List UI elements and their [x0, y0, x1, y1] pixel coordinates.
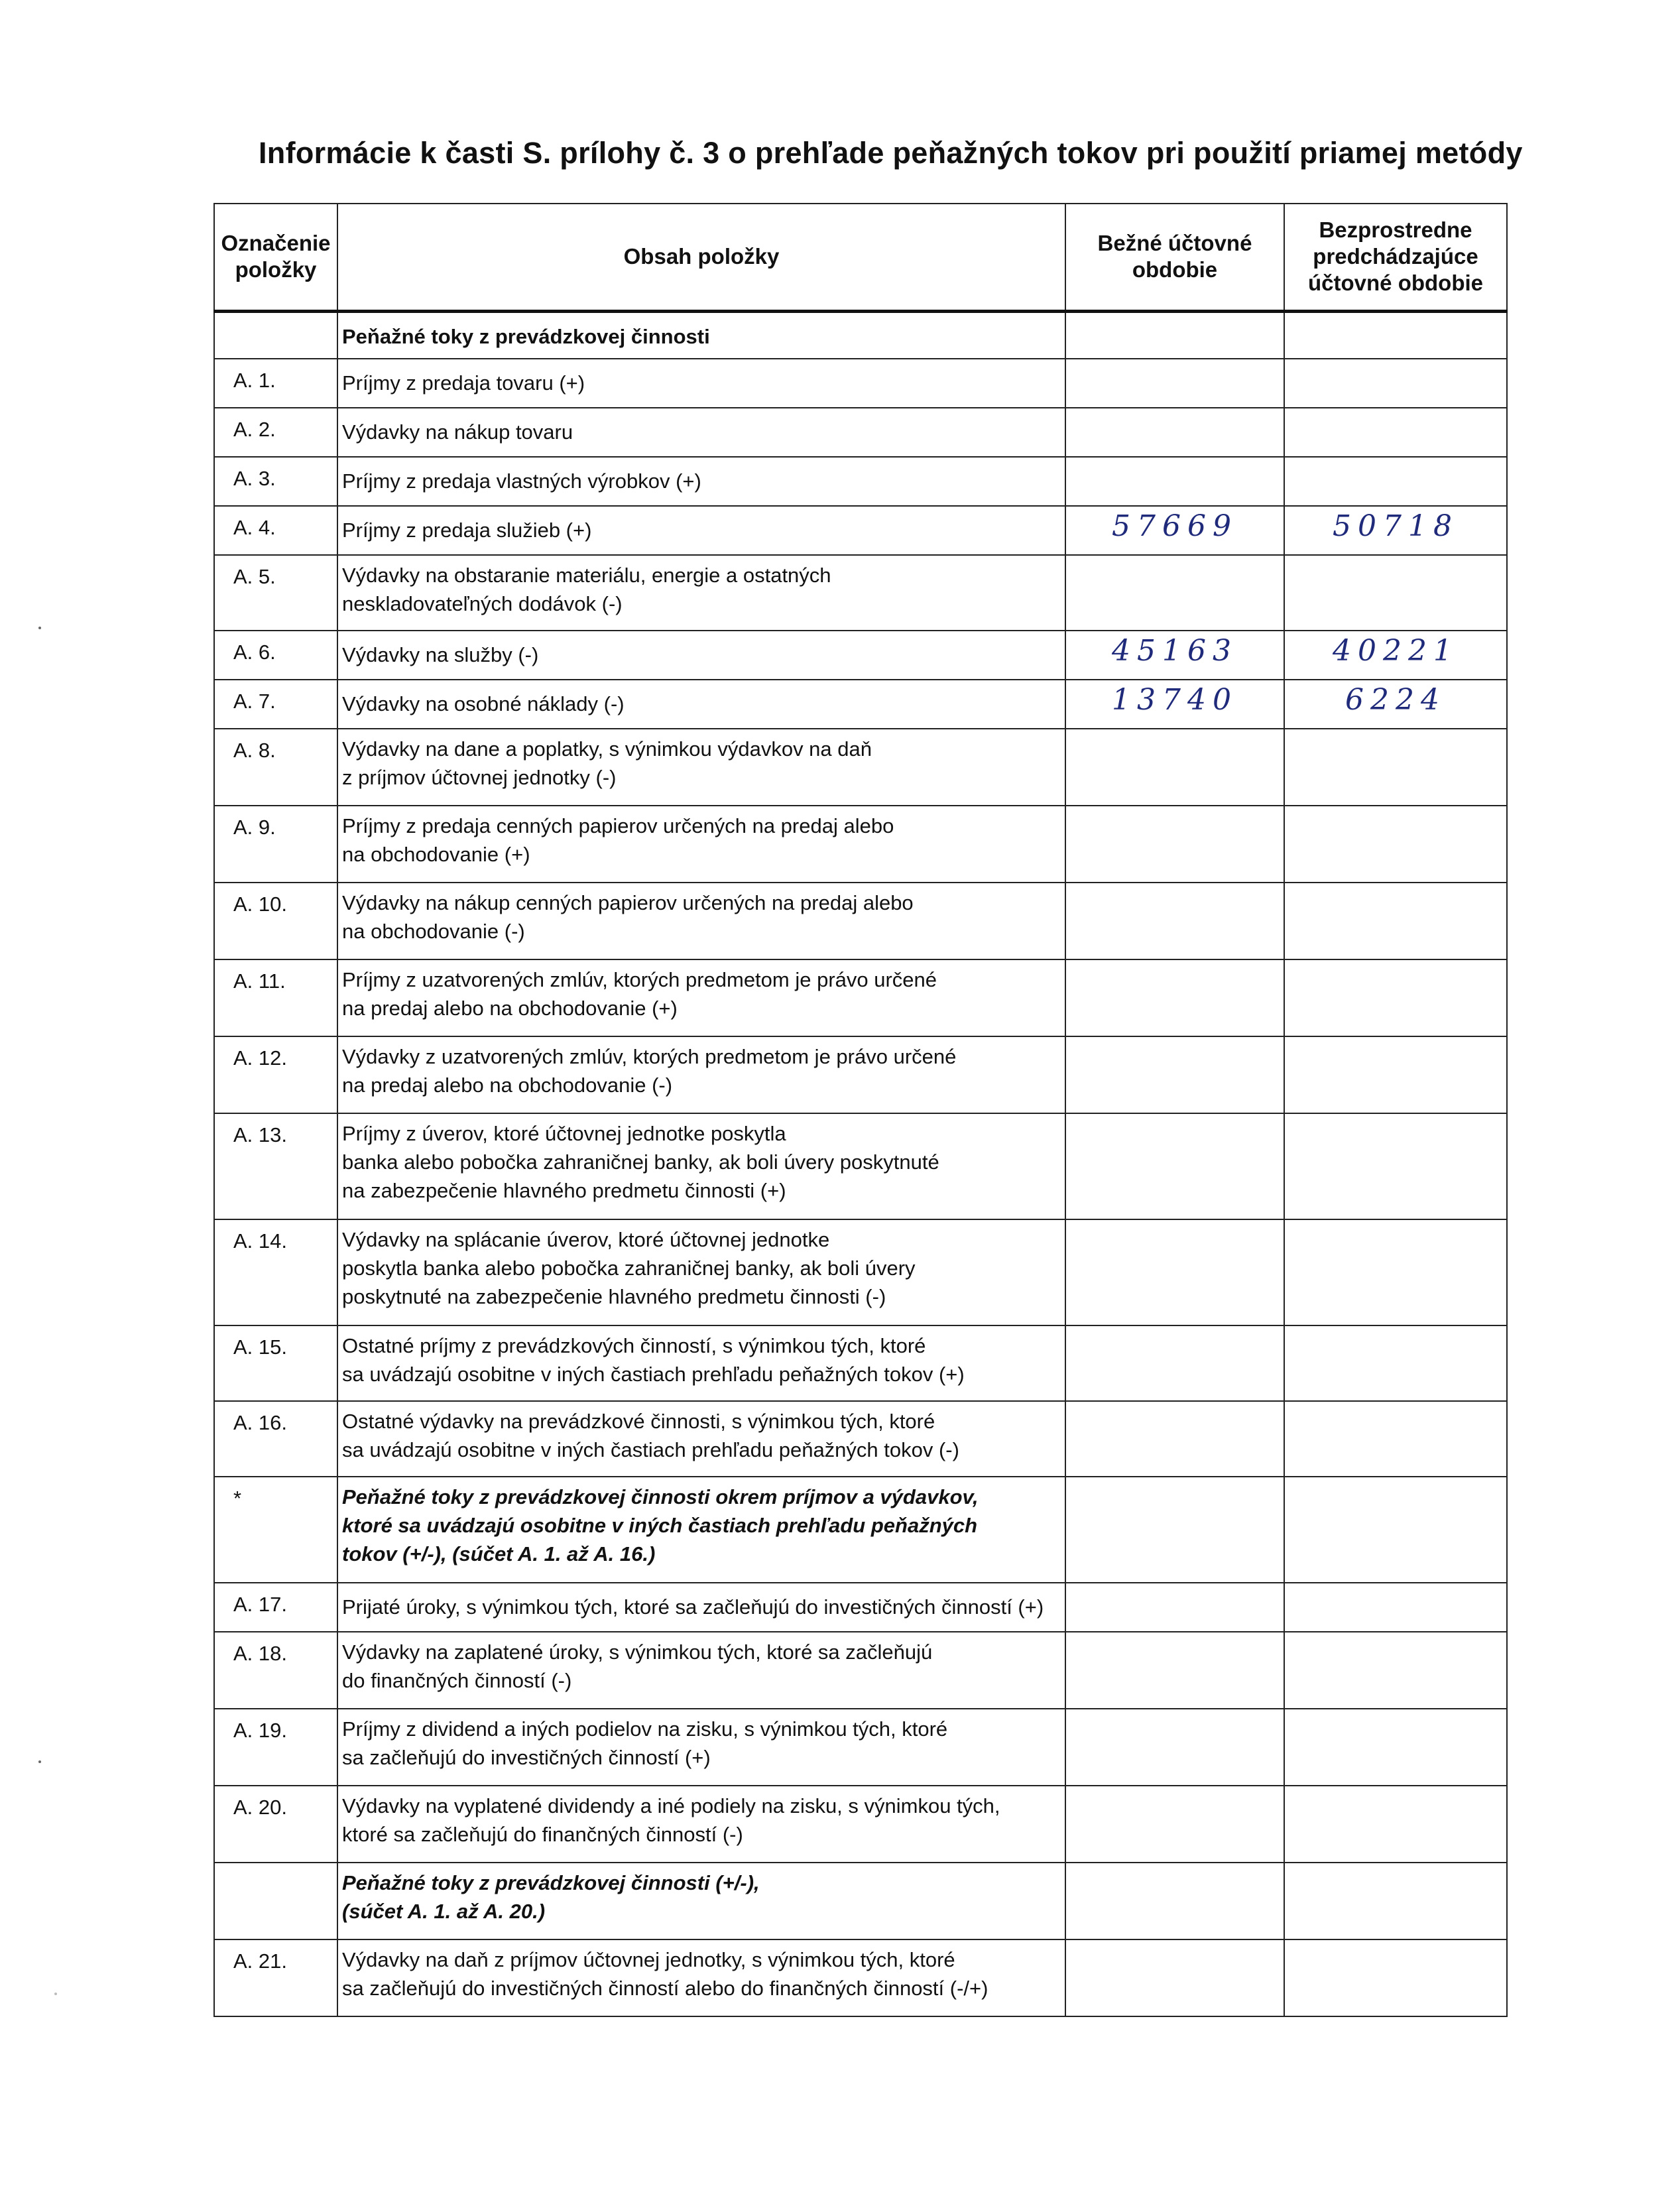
previous-value: [1284, 680, 1507, 729]
table-row: [214, 1401, 1507, 1477]
previous-value: [1284, 1113, 1507, 1219]
row-description: Výdavky na splácanie úverov, ktoré účtovnej jednotke poskytla banka alebo pobočka zahraničnej banky, ak boli úvery poskytnuté na zabezpečenie hlavného predmetu činnosti (-): [337, 1219, 1065, 1325]
row-description: Ostatné príjmy z prevádzkových činností, s výnimkou tých, ktoré sa uvádzajú osobitne v iných častiach prehľadu peňažných tokov (+): [337, 1325, 1065, 1401]
row-code: A. 16.: [214, 1401, 337, 1477]
row-description: Peňažné toky z prevádzkovej činnosti (+/-), (súčet A. 1. až A. 20.): [337, 1863, 1065, 1939]
previous-value: [1284, 729, 1507, 806]
table-row: [214, 806, 1507, 883]
current-value: [1065, 1113, 1284, 1219]
row-code: A. 2.: [214, 408, 337, 457]
row-code: A. 15.: [214, 1325, 337, 1401]
row-description: Výdavky na služby (-): [337, 631, 1065, 680]
row-code: A. 18.: [214, 1632, 337, 1709]
handwritten-current-a6: 45163: [1112, 634, 1238, 668]
table-row: [214, 408, 1507, 457]
header-previous-period: Bezprostredne predchádzajúce účtovné obdobie: [1284, 204, 1507, 311]
row-code: A. 21.: [214, 1939, 337, 2016]
previous-value: [1284, 506, 1507, 555]
page-title: Informácie k časti S. prílohy č. 3 o prehľade peňažných tokov pri použití priamej metódy: [259, 136, 1523, 170]
row-code: A. 13.: [214, 1113, 337, 1219]
table-row: [214, 506, 1507, 555]
previous-value: [1284, 883, 1507, 959]
table-row: [214, 1219, 1507, 1325]
row-description: Príjmy z uzatvorených zmlúv, ktorých predmetom je právo určené na predaj alebo na obchodovanie (+): [337, 959, 1065, 1036]
current-value: [1065, 680, 1284, 729]
row-description: Príjmy z predaja vlastných výrobkov (+): [337, 457, 1065, 506]
header-code: Označenie položky: [214, 204, 337, 311]
table-row: [214, 883, 1507, 959]
current-value: [1065, 883, 1284, 959]
row-code: A. 19.: [214, 1709, 337, 1786]
row-description: Výdavky na zaplatené úroky, s výnimkou tých, ktoré sa začleňujú do finančných činností (-): [337, 1632, 1065, 1709]
row-code: A. 3.: [214, 457, 337, 506]
current-value: [1065, 1939, 1284, 2016]
handwritten-previous-a4: 50718: [1333, 509, 1459, 543]
current-value: [1065, 1583, 1284, 1632]
previous-value: [1284, 806, 1507, 883]
current-value: [1065, 555, 1284, 631]
row-description: Výdavky na nákup tovaru: [337, 408, 1065, 457]
previous-value: [1284, 1709, 1507, 1786]
row-description: Výdavky na dane a poplatky, s výnimkou výdavkov na daň z príjmov účtovnej jednotky (-): [337, 729, 1065, 806]
handwritten-current-a4: 57669: [1112, 509, 1238, 543]
table-row: [214, 1325, 1507, 1401]
previous-value: [1284, 1939, 1507, 2016]
current-value: [1065, 359, 1284, 408]
table-row: [214, 1709, 1507, 1786]
current-value: [1065, 806, 1284, 883]
row-code: *: [214, 1477, 337, 1583]
row-description: Príjmy z predaja služieb (+): [337, 506, 1065, 555]
table-row: [214, 555, 1507, 631]
row-code: A. 20.: [214, 1786, 337, 1863]
row-code: A. 9.: [214, 806, 337, 883]
current-value: [1065, 631, 1284, 680]
table-row: [214, 1863, 1507, 1939]
row-code: [214, 1863, 337, 1939]
current-value: [1065, 1709, 1284, 1786]
row-description: Výdavky na osobné náklady (-): [337, 680, 1065, 729]
previous-value: [1284, 359, 1507, 408]
cash-flow-table: [213, 203, 1508, 2017]
row-description: Výdavky na daň z príjmov účtovnej jednotky, s výnimkou tých, ktoré sa začleňujú do investičných činností alebo do finančných činností (-/+): [337, 1939, 1065, 2016]
current-value: [1065, 1036, 1284, 1113]
handwritten-previous-a7: 6224: [1345, 683, 1446, 717]
row-description: Peňažné toky z prevádzkovej činnosti: [337, 311, 1065, 359]
previous-value: [1284, 1219, 1507, 1325]
previous-value: [1284, 1477, 1507, 1583]
row-code: A. 14.: [214, 1219, 337, 1325]
row-code: A. 10.: [214, 883, 337, 959]
current-value: [1065, 1786, 1284, 1863]
table-row: [214, 1632, 1507, 1709]
header-content: Obsah položky: [337, 204, 1065, 311]
previous-value: [1284, 1863, 1507, 1939]
previous-value: [1284, 1583, 1507, 1632]
header-current-period: Bežné účtovné obdobie: [1065, 204, 1284, 311]
row-code: A. 7.: [214, 680, 337, 729]
current-value: [1065, 408, 1284, 457]
current-value: [1065, 506, 1284, 555]
scan-speck: [54, 1993, 57, 1995]
current-value: [1065, 1632, 1284, 1709]
row-code: A. 1.: [214, 359, 337, 408]
table-row: [214, 1583, 1507, 1632]
previous-value: [1284, 959, 1507, 1036]
current-value: [1065, 1477, 1284, 1583]
row-description: Príjmy z predaja tovaru (+): [337, 359, 1065, 408]
previous-value: [1284, 1325, 1507, 1401]
table-row: [214, 959, 1507, 1036]
previous-value: [1284, 1401, 1507, 1477]
table-row: [214, 1036, 1507, 1113]
table-row: [214, 1786, 1507, 1863]
row-description: Výdavky z uzatvorených zmlúv, ktorých predmetom je právo určené na predaj alebo na obchodovanie (-): [337, 1036, 1065, 1113]
current-value: [1065, 1863, 1284, 1939]
previous-value: [1284, 408, 1507, 457]
row-code: [214, 311, 337, 359]
handwritten-current-a7: 13740: [1112, 683, 1238, 717]
table-row: [214, 311, 1507, 359]
row-code: A. 11.: [214, 959, 337, 1036]
scan-speck: [38, 627, 41, 629]
row-code: A. 17.: [214, 1583, 337, 1632]
row-description: Výdavky na nákup cenných papierov určených na predaj alebo na obchodovanie (-): [337, 883, 1065, 959]
table-row: [214, 631, 1507, 680]
row-code: A. 4.: [214, 506, 337, 555]
previous-value: [1284, 311, 1507, 359]
current-value: [1065, 1325, 1284, 1401]
row-description: Ostatné výdavky na prevádzkové činnosti, s výnimkou tých, ktoré sa uvádzajú osobitne v iných častiach prehľadu peňažných tokov (-): [337, 1401, 1065, 1477]
current-value: [1065, 729, 1284, 806]
row-description: Výdavky na vyplatené dividendy a iné podiely na zisku, s výnimkou tých, ktoré sa začleňujú do finančných činností (-): [337, 1786, 1065, 1863]
row-description: Príjmy z predaja cenných papierov určených na predaj alebo na obchodovanie (+): [337, 806, 1065, 883]
current-value: [1065, 1219, 1284, 1325]
previous-value: [1284, 631, 1507, 680]
previous-value: [1284, 1786, 1507, 1863]
table-row: [214, 1939, 1507, 2016]
previous-value: [1284, 1036, 1507, 1113]
table-row: [214, 680, 1507, 729]
previous-value: [1284, 1632, 1507, 1709]
previous-value: [1284, 555, 1507, 631]
table-row: [214, 1477, 1507, 1583]
row-code: A. 12.: [214, 1036, 337, 1113]
row-description: Prijaté úroky, s výnimkou tých, ktoré sa začleňujú do investičných činností (+): [337, 1583, 1065, 1632]
current-value: [1065, 1401, 1284, 1477]
scan-speck: [38, 1760, 41, 1763]
row-code: A. 6.: [214, 631, 337, 680]
current-value: [1065, 457, 1284, 506]
row-description: Peňažné toky z prevádzkovej činnosti okrem príjmov a výdavkov, ktoré sa uvádzajú osobitne v iných častiach prehľadu peňažných tokov (+/-), (súčet A. 1. až A. 16.): [337, 1477, 1065, 1583]
table-row: [214, 457, 1507, 506]
row-description: Príjmy z úverov, ktoré účtovnej jednotke poskytla banka alebo pobočka zahraničnej banky, ak boli úvery poskytnuté na zabezpečenie hlavného predmetu činnosti (+): [337, 1113, 1065, 1219]
current-value: [1065, 959, 1284, 1036]
table-row: [214, 359, 1507, 408]
table-row: [214, 1113, 1507, 1219]
current-value: [1065, 311, 1284, 359]
row-code: A. 5.: [214, 555, 337, 631]
row-description: Výdavky na obstaranie materiálu, energie a ostatných neskladovateľných dodávok (-): [337, 555, 1065, 631]
previous-value: [1284, 457, 1507, 506]
handwritten-previous-a6: 40221: [1333, 634, 1459, 668]
table-row: [214, 729, 1507, 806]
row-description: Príjmy z dividend a iných podielov na zisku, s výnimkou tých, ktoré sa začleňujú do investičných činností (+): [337, 1709, 1065, 1786]
row-code: A. 8.: [214, 729, 337, 806]
